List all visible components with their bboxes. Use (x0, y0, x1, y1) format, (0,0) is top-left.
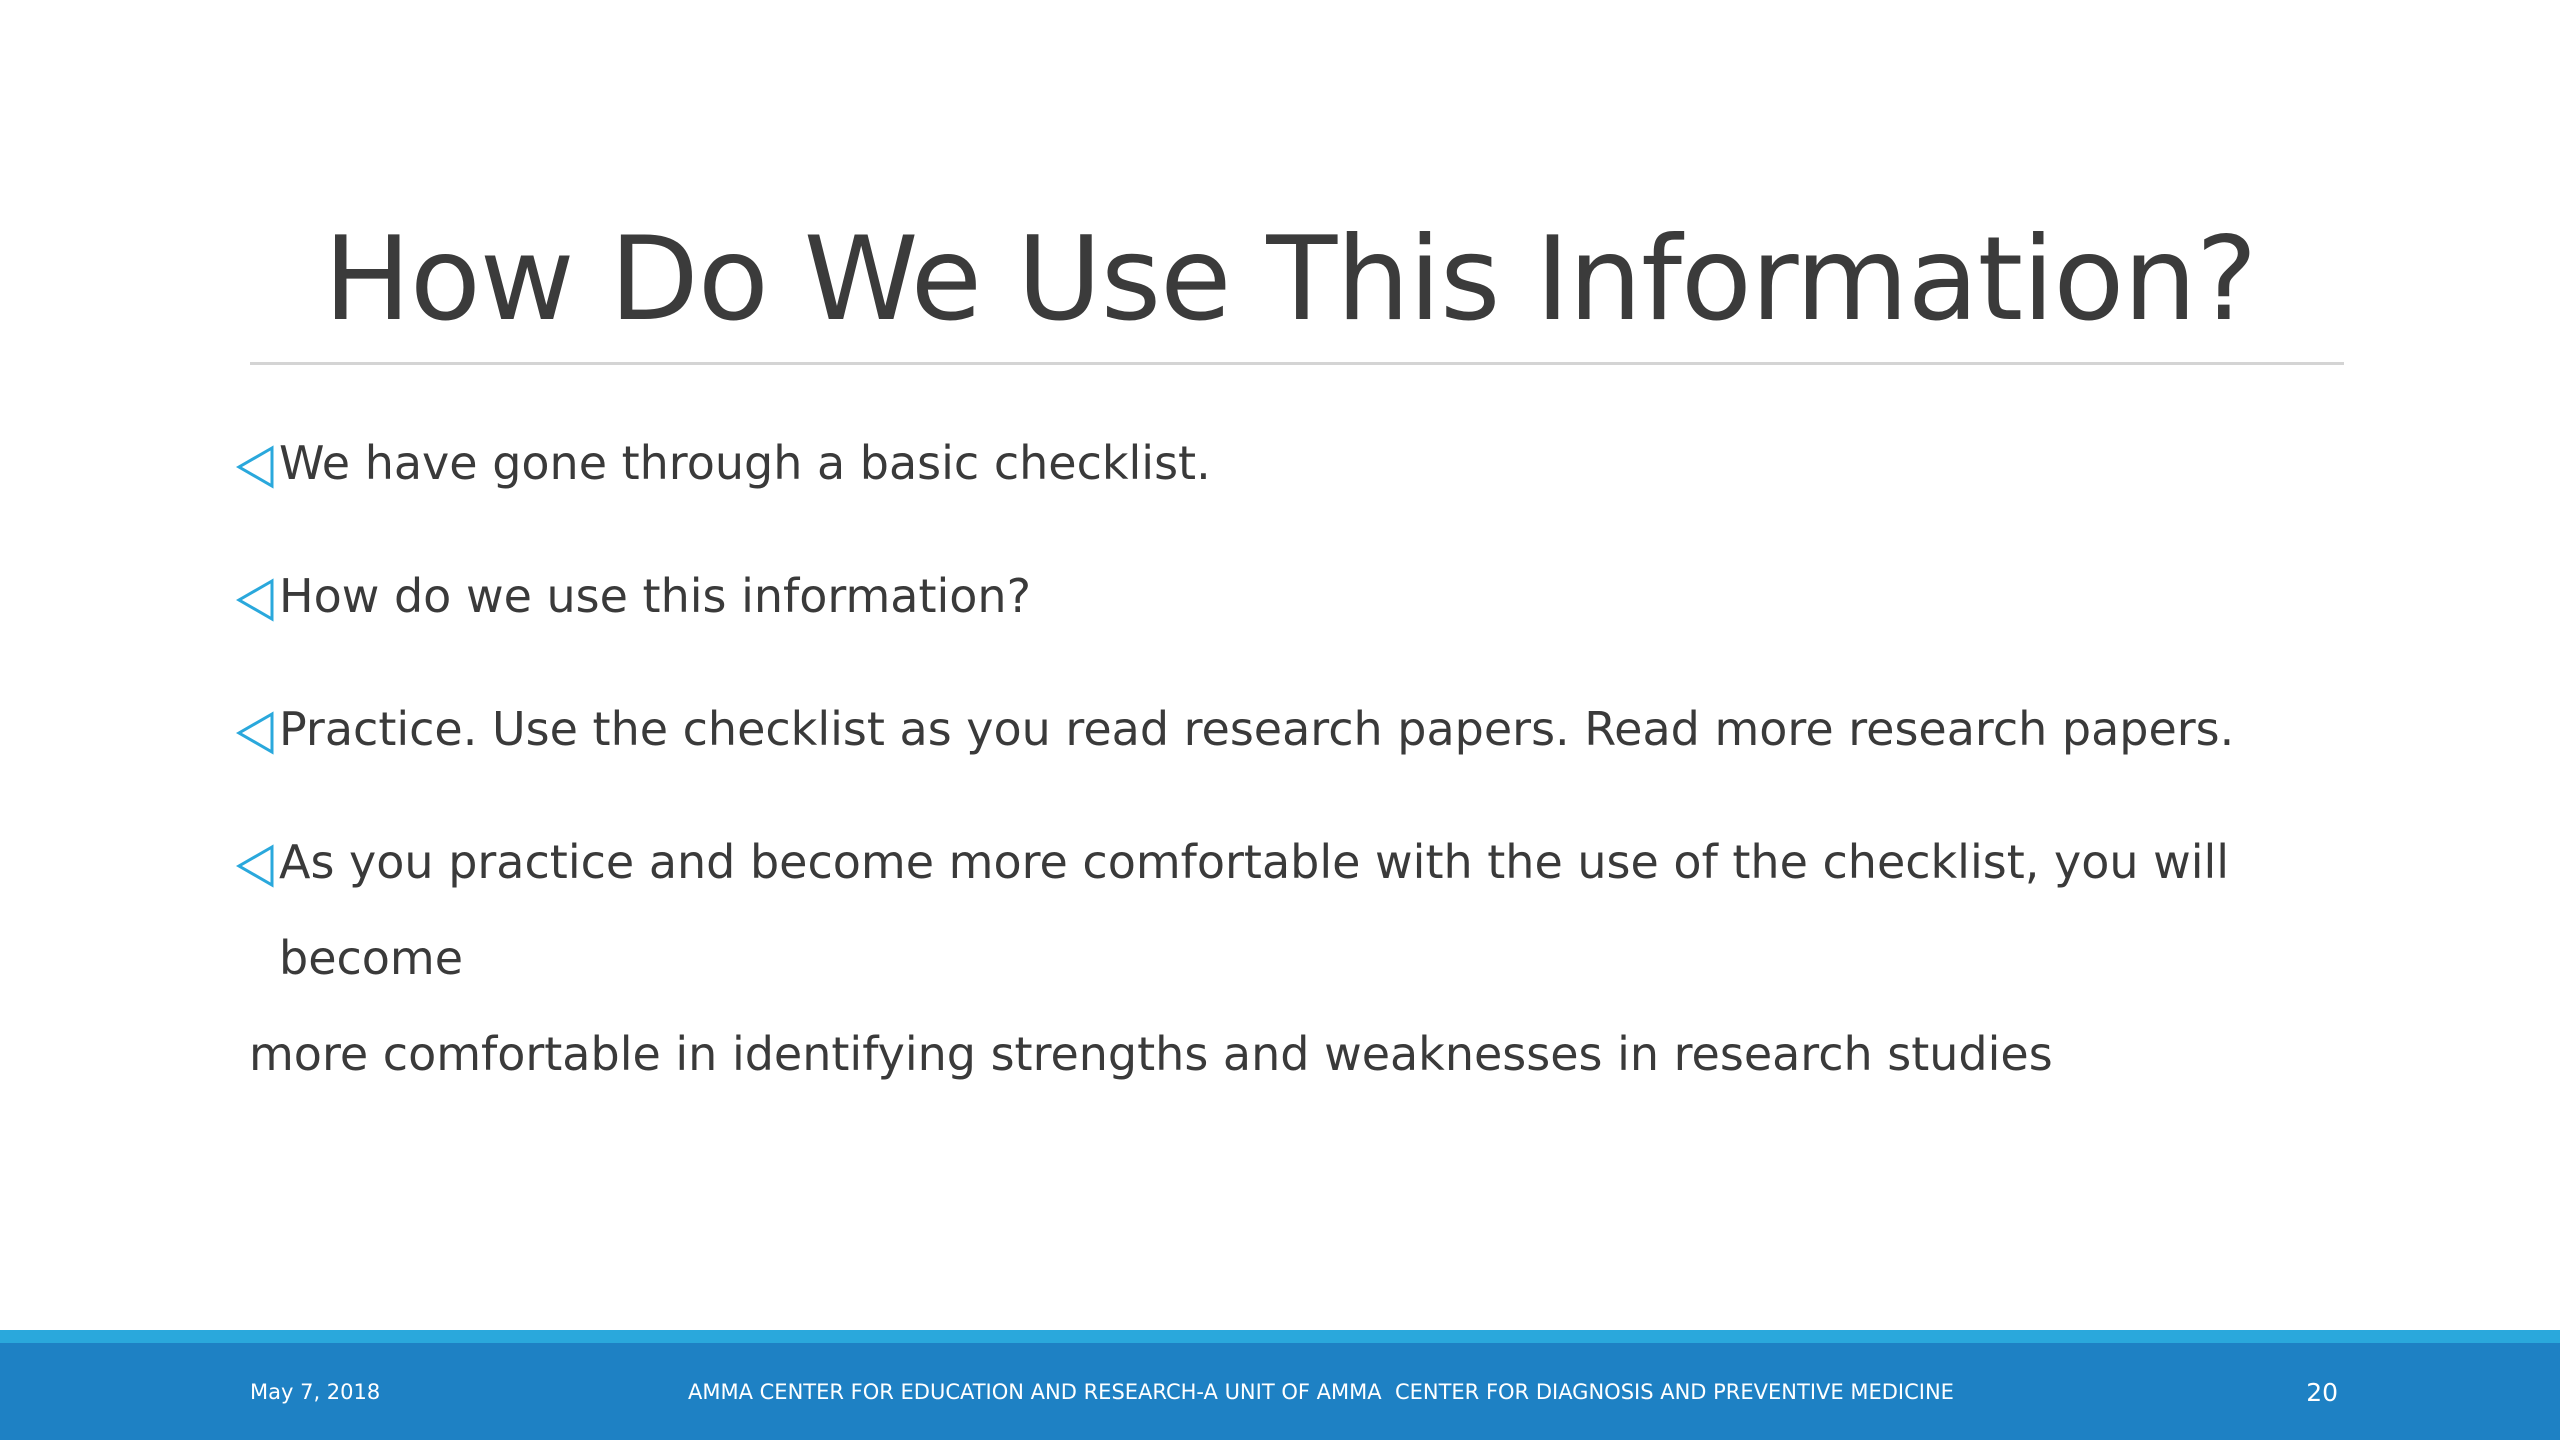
bullet-text-continuation: more comfortable in identifying strengths and weaknesses in research studies (249, 1027, 2053, 1081)
triangle-bullet-icon (235, 711, 275, 755)
title-divider (250, 362, 2344, 365)
triangle-bullet-icon (235, 578, 275, 622)
bullet-list (235, 415, 2345, 1139)
triangle-bullet-icon (235, 844, 275, 888)
bullet-item (235, 415, 2345, 511)
footer-date: May 7, 2018 (250, 1380, 381, 1404)
slide-title: How Do We Use This Information? (323, 212, 2257, 347)
triangle-bullet-icon (235, 445, 275, 489)
bullet-item (235, 681, 2345, 777)
bullet-text: As you practice and become more comfortable with the use of the checklist, you will become (279, 835, 2230, 985)
bullet-text: Practice. Use the checklist as you read research papers. Read more research papers. (279, 702, 2235, 756)
bullet-text: How do we use this information? (279, 569, 1031, 623)
footer-organization: AMMA CENTER FOR EDUCATION AND RESEARCH-A UNIT OF AMMA CENTER FOR DIAGNOSIS AND PREVENTIVE MEDICINE (688, 1380, 1954, 1404)
footer-accent-stripe (0, 1330, 2560, 1343)
page-number: 20 (2306, 1378, 2338, 1407)
bullet-item (235, 548, 2345, 644)
bullet-item (235, 814, 2345, 1102)
bullet-text: We have gone through a basic checklist. (279, 436, 1211, 490)
